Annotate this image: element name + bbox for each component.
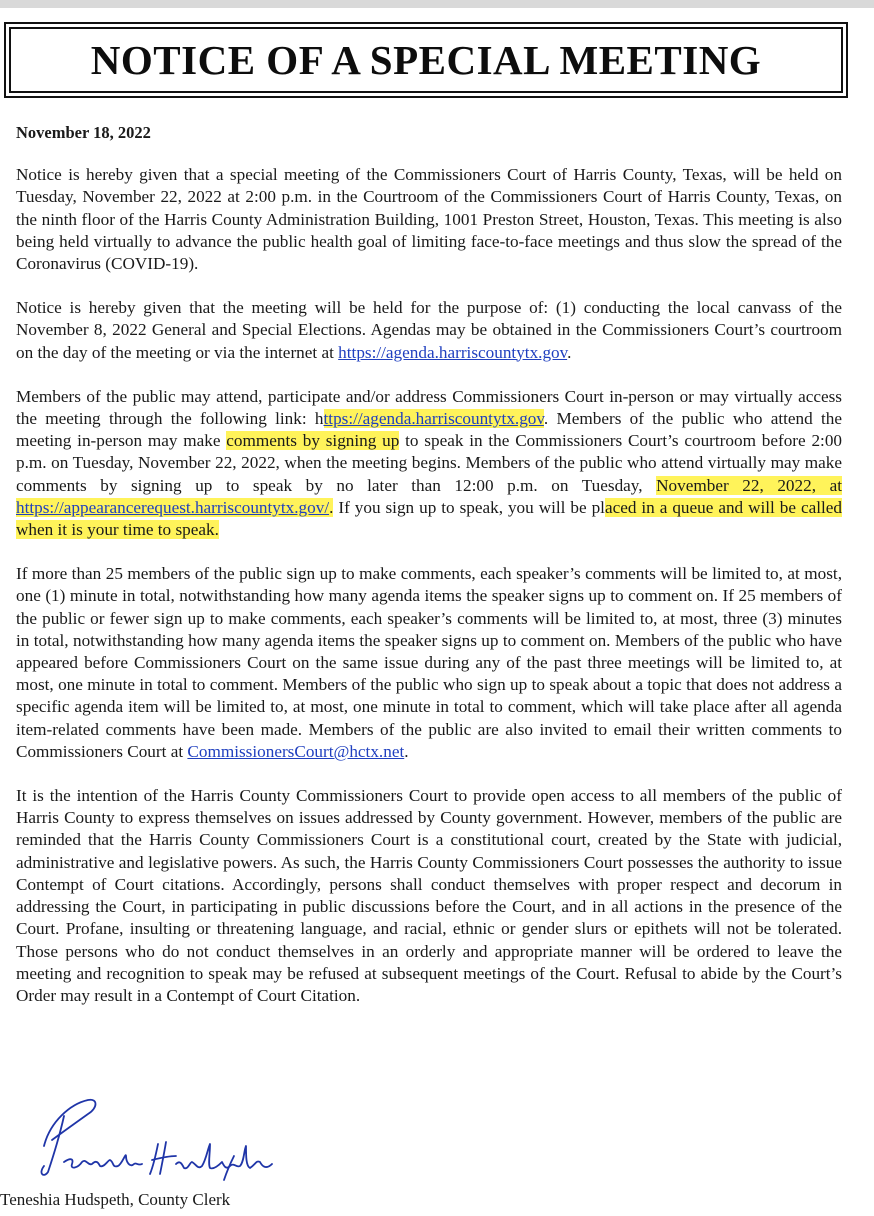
commissioners-court-email-link[interactable]: CommissionersCourt@hctx.net: [187, 741, 405, 761]
notice-date: November 18, 2022: [16, 123, 151, 142]
paragraph-3-text-b: . Members of the public who attend the meeting in-person may make: [16, 409, 842, 451]
appearance-request-link[interactable]: https://appearancerequest.harriscountytx.gov/: [16, 497, 330, 517]
paragraph-5-text: It is the intention of the Harris County Commissioners Court to provide open access to all members of the public of Harris County to express themselves on issues addressed by County government. However, members of the public are reminded that the Harris County Commissioners Court is a constitutional court, created by the State with judicial, administrative and legislative powers. As such, the Harris County Commissioners Court possesses the authority to issue Contempt of Court citations. Accordingly, persons shall conduct themselves with proper respect and decorum in addressing the Court, in participating in public discussions before the Court, and in all actions in the presence of the Court. Profane, insulting or threatening language, and racial, ethnic or gender slurs or epithets will not be tolerated. Those persons who do not conduct themselves in an orderly and appropriate manner will be ordered to leave the meeting and recognition to speak may be refused at subsequent meetings of the Court. Refusal to abide by the Court’s Order may result in a Contempt of Court Citation.: [16, 786, 842, 1005]
paragraph-1-text: Notice is hereby given that a special meeting of the Commissioners Court of Harris County, Texas, will be held on Tuesday, November 22, 2022 at 2:00 p.m. in the Courtroom of the Commissioners Court of Harris County, Texas, on the ninth floor of the Harris County Administration Building, 1001 Preston Street, Houston, Texas. This meeting is also being held virtually to advance the public health goal of limiting face-to-face meetings and thus slow the spread of the Coronavirus (COVID-19).: [16, 165, 842, 274]
agenda-link-highlighted[interactable]: ttps://agenda.harriscountytx.gov: [323, 409, 544, 429]
document-title: NOTICE OF A SPECIAL MEETING: [90, 37, 762, 83]
top-gray-bar: [0, 0, 874, 8]
handwritten-signature: [30, 1082, 290, 1182]
paragraph-decorum: [16, 785, 842, 1007]
highlight-period: .: [329, 497, 334, 517]
paragraph-2-end: .: [567, 342, 572, 362]
document-body: [16, 118, 842, 1029]
paragraph-meeting-notice: [16, 164, 842, 275]
paragraph-3-text-c: to speak in the Commissioners Court’s courtroom before 2:00 p.m. on Tuesday, November 22, 2022, when the meeting begins. Members of the public who attend virtually may make comments by signing up to speak by no later than 12:00 p.m. on Tuesday,: [16, 431, 843, 495]
highlight-date: November 22, 2022, at: [656, 475, 842, 495]
signer-name: Teneshia Hudspeth, County Clerk: [0, 1190, 231, 1209]
title-inner-frame: [9, 27, 843, 93]
signature-area: [16, 1078, 316, 1188]
paragraph-4-end: .: [404, 741, 409, 761]
title-frame: [4, 22, 848, 98]
paragraph-purpose: [16, 297, 842, 364]
paragraph-attendance: [16, 386, 842, 541]
agenda-link[interactable]: https://agenda.harriscountytx.gov: [338, 342, 568, 362]
paragraph-4-text: If more than 25 members of the public sign up to make comments, each speaker’s comments will be limited to, at most, one (1) minute in total, notwithstanding how many agenda items the speaker signs up to comment on. If 25 members of the public or fewer sign up to make comments, each speaker’s comments will be limited to, at most, three (3) minutes in total, notwithstanding how many agenda items the speaker signs up to comment on. Members of the public who have appeared before Commissioners Court on the same issue during any of the past three meetings will be limited to, at most, one minute in total to comment. Members of the public who sign up to speak about a topic that does not address a specific agenda item will be limited to, at most, one minute in total to comment, which will take place after all agenda item-related comments have been made. Members of the public are also invited to email their written comments to Commissioners Court at: [16, 564, 842, 761]
highlight-comments: comments by signing up: [226, 431, 400, 451]
paragraph-3-text-d: If you sign up to speak, you will be pl: [333, 497, 605, 517]
paragraph-comment-limits: [16, 563, 842, 763]
paragraph-3-text-a: Members of the public may attend, participate and/or address Commissioners Court in-person or may virtually access the meeting through the following link: h: [16, 386, 842, 429]
paragraph-2-text: Notice is hereby given that the meeting will be held for the purpose of: (1) conducting the local canvass of the November 8, 2022 General and Special Elections. Agendas may be obtained in the Commissioners Court’s courtroom on the day of the meeting or via the internet at: [16, 298, 842, 362]
highlight-queue: aced in a queue and will be called when it is your time to speak.: [16, 497, 843, 540]
